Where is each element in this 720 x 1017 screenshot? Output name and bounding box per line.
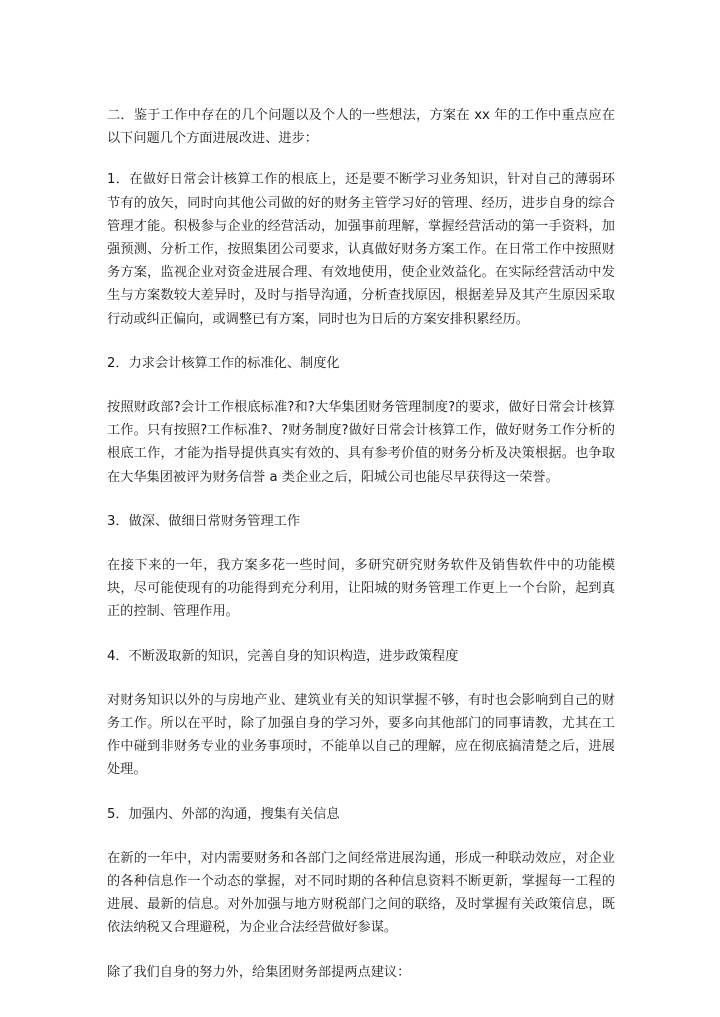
section-4-heading: 4．不断汲取新的知识，完善自身的知识构造，进步政策程度 bbox=[107, 648, 459, 664]
section-2-body: 按照财政部?会计工作根底标准?和?大华集团财务管理制度?的要求，做好日常会计核算工作。只有按照?工作标准?、?财务制度?做好日常会计核算工作，做好财务工作分析的根底工作，才能为指导提供真实有效的、具有参考价值的财务分析及决策根据。也争取在大华集团被评为财务信誉 a 类企业之后，阳城公司也能尽早获得这一荣誉。 bbox=[107, 400, 615, 485]
section-1-body: 1．在做好日常会计核算工作的根底上，还是要不断学习业务知识，针对自己的薄弱环节有的放矢，同时向其他公司做的好的财务主管学习好的管理、经历，进步自身的综合管理才能。积极参与企业的经营活动，加强事前理解，掌握经营活动的第一手资料，加强预测、分析工作，按照集团公司要求，认真做好财务方案工作。在日常工作中按照财务方案，监视企业对资金进展合理、有效地使用，使企业效益化。在实际经营活动中发生与方案数较大差异时，及时与指导沟通，分析查找原因，根据差异及其产生原因采取行动或纠正偏向，或调整已有方案，同时也为日后的方案安排积累经历。 bbox=[107, 172, 615, 327]
section-5-body: 在新的一年中，对内需要财务和各部门之间经常进展沟通，形成一种联动效应，对企业的各种信息作一个动态的掌握，对不同时期的各种信息资料不断更新，掌握每一工程的进展、最新的信息。对外加强与地方财税部门之间的联络，及时掌握有关政策信息，既依法纳税又合理避税，为企业合法经营做好参谋。 bbox=[107, 850, 615, 936]
document-page bbox=[107, 104, 615, 984]
section-2-heading: 2．力求会计核算工作的标准化、制度化 bbox=[107, 355, 340, 371]
closing-paragraph: 除了我们自身的努力外，给集团财务部提两点建议： bbox=[107, 964, 411, 980]
section-3-body: 在接下来的一年，我方案多花一些时间，多研究研究财务软件及销售软件中的功能模块，尽可能使现有的功能得到充分利用，让阳城的财务管理工作更上一个台阶，起到真正的控制、管理作用。 bbox=[107, 558, 615, 620]
section-3-heading: 3．做深、做细日常财务管理工作 bbox=[107, 513, 301, 529]
intro-paragraph: 二．鉴于工作中存在的几个问题以及个人的一些想法，方案在 xx 年的工作中重点应在以下问题几个方面进展改进、进步： bbox=[107, 108, 615, 147]
section-5-heading: 5．加强内、外部的沟通，搜集有关信息 bbox=[107, 806, 340, 822]
section-4-body: 对财务知识以外的与房地产业、建筑业有关的知识掌握不够，有时也会影响到自己的财务工作。所以在平时，除了加强自身的学习外，要多向其他部门的同事请教，尤其在工作中碰到非财务专业的业务事项时，不能单以自己的理解，应在彻底搞清楚之后，进展处理。 bbox=[107, 692, 615, 778]
